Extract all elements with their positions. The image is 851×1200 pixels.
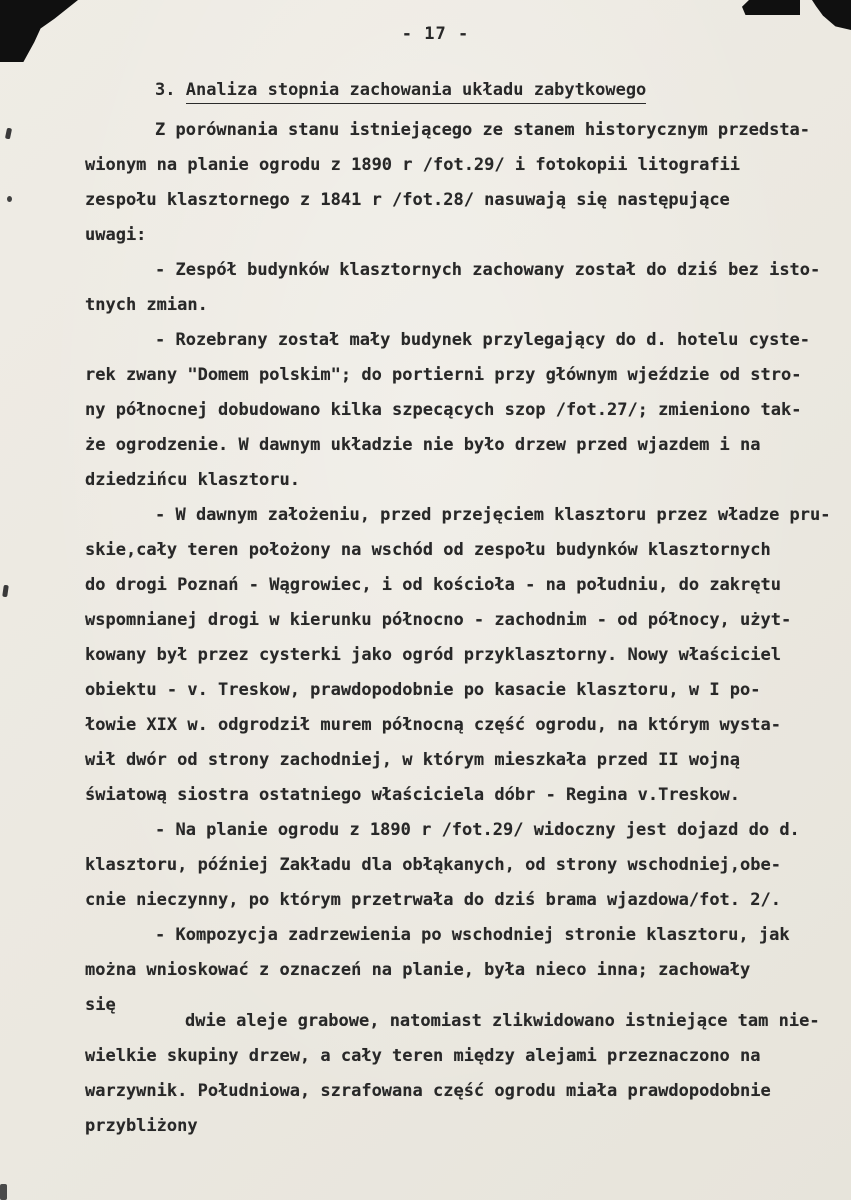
text-line: wił dwór od strony zachodniej, w którym mieszkała przed II wojną — [85, 750, 741, 770]
text-line: cnie nieczynny, po którym przetrwała do dziś brama wjazdowa/fot. 2/. — [85, 890, 781, 910]
document-body — [85, 120, 851, 1151]
scan-artifact-left-speck-3 — [2, 585, 9, 598]
section-heading-title: Analiza stopnia zachowania układu zabytkowego — [186, 80, 647, 104]
text-line: można wnioskować z oznaczeń na planie, była nieco inna; zachowały — [85, 960, 751, 980]
text-line: uwagi: — [85, 225, 147, 245]
text-line: - W dawnym założeniu, przed przejęciem klasztoru przez władze pru- — [155, 505, 831, 525]
text-line: zespołu klasztornego z 1841 r /fot.28/ nasuwają się następujące — [85, 190, 730, 210]
text-line: do drogi Poznań - Wągrowiec, i od kościoła - na południu, do zakrętu — [85, 575, 781, 595]
text-line: kowany był przez cysterki jako ogród przyklasztorny. Nowy właściciel — [85, 645, 781, 665]
text-line: wspomnianej drogi w kierunku północno - zachodnim - od północy, użyt- — [85, 610, 792, 630]
text-line: klasztoru, później Zakładu dla obłąkanych, od strony wschodniej,obe- — [85, 855, 781, 875]
page-number: - 17 - — [401, 24, 470, 44]
text-line: wionym na planie ogrodu z 1890 r /fot.29/ i fotokopii litografii — [85, 155, 741, 175]
text-line: tnych zmian. — [85, 295, 208, 315]
text-line: - Kompozycja zadrzewienia po wschodniej stronie klasztoru, jak — [155, 925, 790, 945]
text-line: że ogrodzenie. W dawnym układzie nie było drzew przed wjazdem i na — [85, 435, 761, 455]
text-line: ny północnej dobudowano kilka szpecących szop /fot.27/; zmieniono tak- — [85, 400, 802, 420]
text-line: - Zespół budynków klasztornych zachowany został do dziś bez isto- — [155, 260, 821, 280]
text-line: warzywnik. Południowa, szrafowana część ogrodu miała prawdopodobnie — [85, 1081, 771, 1101]
section-heading-number: 3. — [155, 80, 186, 100]
text-line: dziedzińcu klasztoru. — [85, 470, 300, 490]
text-line: Z porównania stanu istniejącego ze stanem historycznym przedsta- — [155, 120, 811, 140]
section-heading — [155, 80, 646, 100]
text-line: obiektu - v. Treskow, prawdopodobnie po kasacie klasztoru, w I po- — [85, 680, 761, 700]
scan-artifact-bottom-left — [0, 1184, 7, 1200]
scan-artifact-left-speck-2 — [7, 196, 12, 202]
text-line: dwie aleje grabowe, natomiast zlikwidowano istniejące tam nie- — [185, 1011, 820, 1031]
text-line: łowie XIX w. odgrodził murem północną część ogrodu, na którym wysta- — [85, 715, 781, 735]
text-line: światową siostra ostatniego właściciela dóbr - Regina v.Treskow. — [85, 785, 741, 805]
text-line: wielkie skupiny drzew, a cały teren między alejami przeznaczono na — [85, 1046, 761, 1066]
text-line: - Rozebrany został mały budynek przylegający do d. hotelu cyste- — [155, 330, 811, 350]
text-line: rek zwany "Domem polskim"; do portierni przy głównym wjeździe od stro- — [85, 365, 802, 385]
text-line: - Na planie ogrodu z 1890 r /fot.29/ widoczny jest dojazd do d. — [155, 820, 800, 840]
scan-artifact-left-speck-1 — [5, 128, 12, 140]
scan-artifact-top-right-bar — [742, 0, 800, 15]
text-line: się — [85, 995, 116, 1015]
text-line: przybliżony — [85, 1116, 198, 1136]
text-line: skie,cały teren położony na wschód od zespołu budynków klasztornych — [85, 540, 771, 560]
